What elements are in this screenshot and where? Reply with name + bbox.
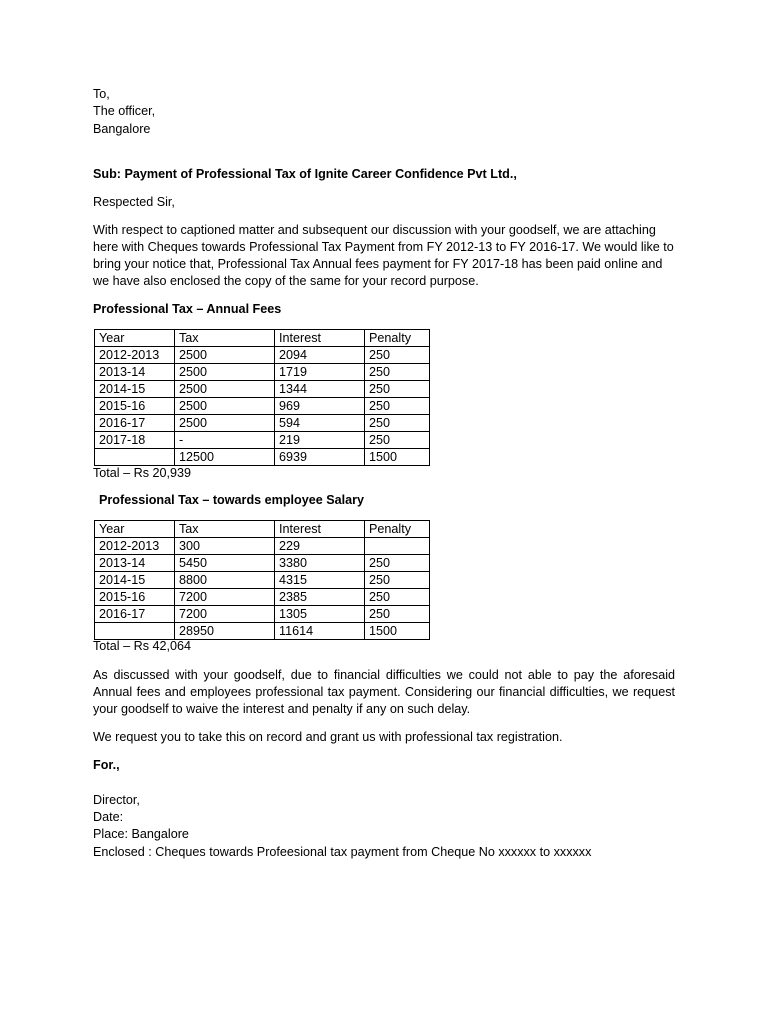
annual-fees-table	[94, 329, 430, 466]
table-cell: 1719	[275, 364, 365, 381]
table-header-row	[95, 330, 430, 347]
table-cell: 2015-16	[95, 589, 175, 606]
table-cell: 250	[365, 572, 430, 589]
table-cell	[95, 449, 175, 466]
table-cell: 2012-2013	[95, 538, 175, 555]
table-cell: 2017-18	[95, 432, 175, 449]
table-row	[95, 606, 430, 623]
table-cell: 2094	[275, 347, 365, 364]
table-cell: 2385	[275, 589, 365, 606]
table-row	[95, 364, 430, 381]
table-cell: 250	[365, 398, 430, 415]
address-to: To,	[93, 87, 110, 101]
header-cell: Year	[95, 330, 175, 347]
header-cell: Tax	[175, 330, 275, 347]
header-cell: Penalty	[365, 330, 430, 347]
table-cell: 2500	[175, 364, 275, 381]
table-cell: 300	[175, 538, 275, 555]
intro-paragraph: With respect to captioned matter and subsequent our discussion with your goodself, we are attaching here with Cheques towards Professional Tax Payment from FY 2012-13 to FY 2016-17. We would like to bring your notice that, Professional Tax Annual fees payment for FY 2017-18 has been paid online and we have also enclosed the copy of the same for your record purpose.	[93, 223, 674, 288]
header-cell: Year	[95, 521, 175, 538]
table-cell: 2012-2013	[95, 347, 175, 364]
table-row	[95, 555, 430, 572]
table-cell: 2500	[175, 381, 275, 398]
table-cell: 1500	[365, 449, 430, 466]
table-cell: 12500	[175, 449, 275, 466]
table-cell: 28950	[175, 623, 275, 640]
table-cell: 8800	[175, 572, 275, 589]
table-cell: 2500	[175, 415, 275, 432]
annual-fees-title: Professional Tax – Annual Fees	[93, 302, 282, 316]
table-cell: 1500	[365, 623, 430, 640]
table-row	[95, 415, 430, 432]
employee-salary-title: Professional Tax – towards employee Salary	[99, 493, 365, 507]
header-cell: Interest	[275, 521, 365, 538]
table-cell: 250	[365, 364, 430, 381]
table-row	[95, 623, 430, 640]
signature-director: Director,	[93, 793, 140, 807]
table-cell: 11614	[275, 623, 365, 640]
table-cell: 2013-14	[95, 364, 175, 381]
request-paragraph: We request you to take this on record and grant us with professional tax registration.	[93, 730, 563, 744]
table-cell: 250	[365, 606, 430, 623]
table-cell: 2500	[175, 398, 275, 415]
table-cell: 250	[365, 589, 430, 606]
header-cell: Penalty	[365, 521, 430, 538]
employee-salary-total: Total – Rs 42,064	[93, 639, 192, 653]
table-row	[95, 432, 430, 449]
address-city: Bangalore	[93, 122, 151, 136]
table-row	[95, 398, 430, 415]
table-cell	[95, 623, 175, 640]
table-header-row	[95, 521, 430, 538]
table-cell: 2013-14	[95, 555, 175, 572]
table-cell: 250	[365, 381, 430, 398]
closing: For.,	[93, 758, 120, 772]
table-cell: 1305	[275, 606, 365, 623]
employee-salary-table	[94, 520, 430, 640]
table-cell	[365, 538, 430, 555]
signature-enclosed: Enclosed : Cheques towards Profeesional tax payment from Cheque No xxxxxx to xxxxxx	[93, 845, 592, 859]
table-cell: 969	[275, 398, 365, 415]
table-row	[95, 589, 430, 606]
address-officer: The officer,	[93, 104, 156, 118]
table-cell: 4315	[275, 572, 365, 589]
table-cell: 250	[365, 347, 430, 364]
table-cell: 6939	[275, 449, 365, 466]
table-cell: 5450	[175, 555, 275, 572]
annual-fees-total: Total – Rs 20,939	[93, 466, 192, 480]
salutation: Respected Sir,	[93, 195, 175, 209]
difficulty-paragraph: As discussed with your goodself, due to financial difficulties we could not able to pay the aforesaid Annual fees and employees professional tax payment. Considering our financial difficulties, we request your goodself to waive the interest and penalty if any on such delay.	[93, 668, 675, 716]
table-cell: -	[175, 432, 275, 449]
signature-date: Date:	[93, 810, 124, 824]
table-cell: 250	[365, 415, 430, 432]
table-row	[95, 347, 430, 364]
table-cell: 2014-15	[95, 572, 175, 589]
table-row	[95, 381, 430, 398]
header-cell: Tax	[175, 521, 275, 538]
table-cell: 2500	[175, 347, 275, 364]
table-cell: 594	[275, 415, 365, 432]
table-cell: 1344	[275, 381, 365, 398]
table-cell: 2015-16	[95, 398, 175, 415]
table-cell: 2014-15	[95, 381, 175, 398]
table-row	[95, 572, 430, 589]
table-cell: 7200	[175, 606, 275, 623]
table-cell: 250	[365, 555, 430, 572]
header-cell: Interest	[275, 330, 365, 347]
table-cell: 2016-17	[95, 415, 175, 432]
table-cell: 250	[365, 432, 430, 449]
table-row	[95, 449, 430, 466]
table-cell: 7200	[175, 589, 275, 606]
signature-place: Place: Bangalore	[93, 827, 189, 841]
table-cell: 2016-17	[95, 606, 175, 623]
table-cell: 229	[275, 538, 365, 555]
table-cell: 3380	[275, 555, 365, 572]
table-row	[95, 538, 430, 555]
subject-line: Sub: Payment of Professional Tax of Ignite Career Confidence Pvt Ltd.,	[93, 167, 517, 181]
table-cell: 219	[275, 432, 365, 449]
